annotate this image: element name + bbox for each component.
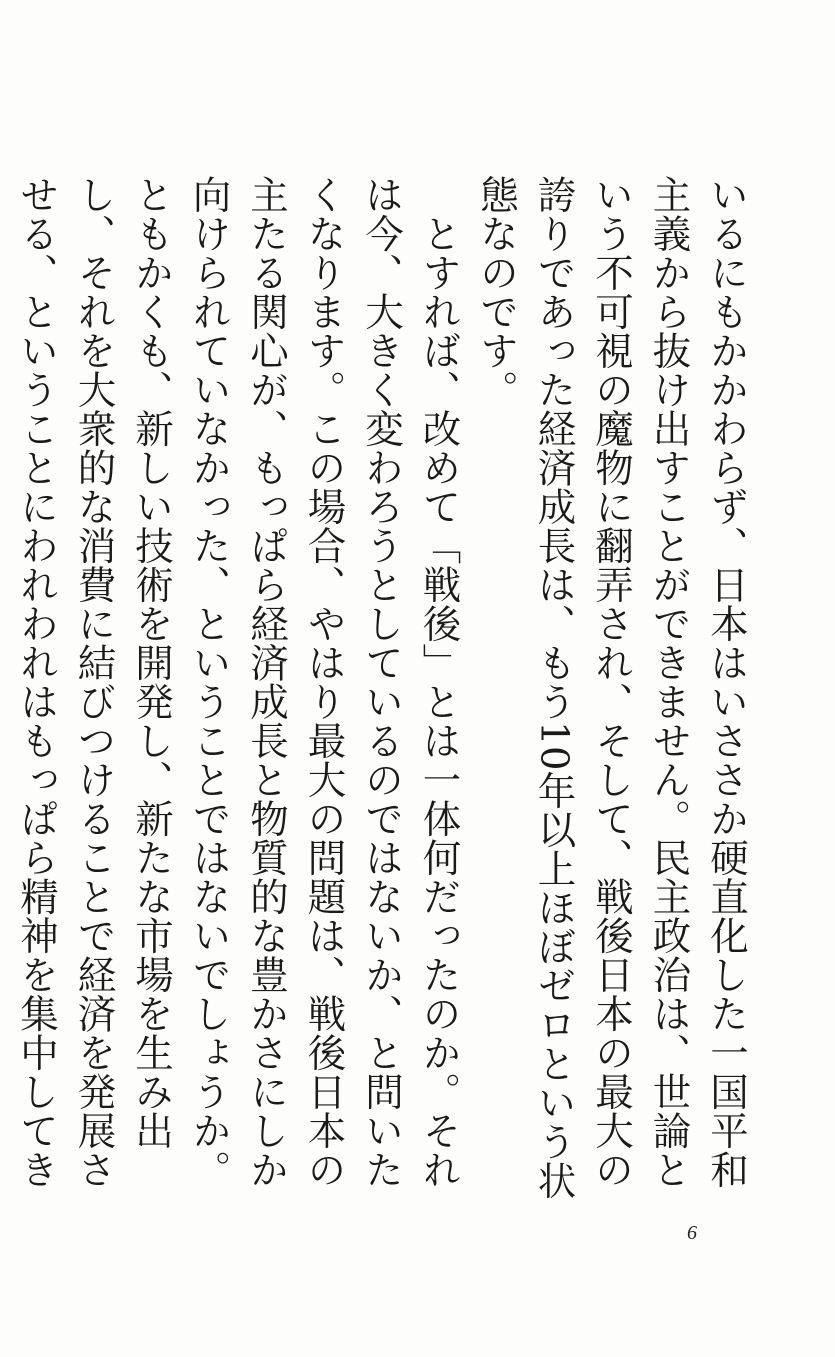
page-number: 6	[687, 1222, 697, 1244]
paragraph-2: とすれば、改めて「戦後」とは一体何だったのか。それは今、大きく変わろうとしているのではないか、と問いたくなります。この場合、やはり最大の問題は、戦後日本の主たる関心が、もっぱら経済成長と物質的な豊かさにしか向けられていなかった、ということではないでしょうか。ともかくも、新しい技術を開発し、新たな市場を生み出し、それを大衆的な消費に結びつけることで経済を発展させる、ということにわれわれはもっぱら精神を集中してき	[14, 175, 462, 1189]
paragraph-1: いるにもかかわらず、日本はいささか硬直化した一国平和主義から抜け出すことができません。民主政治は、世論という不可視の魔物に翻弄され、そして、戦後日本の最大の誇りであった経済成長は、もう10年以上ほぼゼロという状態なのです。	[474, 175, 749, 1200]
vertical-text-block	[14, 175, 755, 1220]
